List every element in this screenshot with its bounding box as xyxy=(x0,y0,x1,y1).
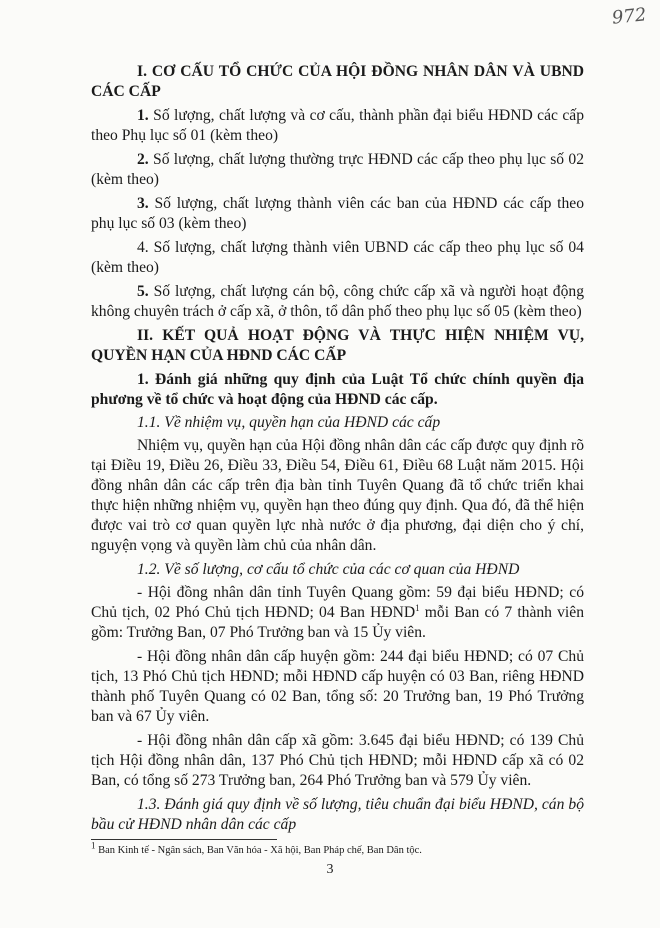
handwritten-page-note: 972 xyxy=(610,4,648,29)
provincial-council-paragraph xyxy=(91,583,584,643)
document-body xyxy=(91,62,584,838)
district-council-paragraph: - Hội đồng nhân dân cấp huyện gồm: 244 đại biểu HĐND; có 07 Chủ tịch, 13 Phó Chủ tịch HĐND; mỗi HĐND cấp huyện có 03 Ban, riêng HĐND thành phố Tuyên Quang có 02 Ban, tổng số: 20 Trưởng ban, 19 Phó Trưởng ban và 67 Ủy viên. xyxy=(91,648,584,725)
item-number: 2. xyxy=(137,151,149,168)
item-number: 3. xyxy=(137,195,149,212)
section-1-item-5 xyxy=(91,282,584,322)
footnote-mark: 1 xyxy=(91,840,96,851)
paragraph-text: - Hội đồng nhân dân tỉnh Tuyên Quang gồm: 59 đại biểu HĐND; có Chủ tịch, 02 Phó Chủ tịch HĐND; 04 Ban HĐND xyxy=(91,584,584,621)
footnote-text: Ban Kinh tế - Ngân sách, Ban Văn hóa - Xã hội, Ban Pháp chế, Ban Dân tộc. xyxy=(95,845,422,856)
subsection-1-3-title: 1.3. Đánh giá quy định về số lượng, tiêu chuẩn đại biểu HĐND, cán bộ bầu cử HĐND nhân dân các cấp xyxy=(91,796,584,833)
section-1-item-3 xyxy=(91,194,584,234)
page-number: 3 xyxy=(326,862,334,877)
item-number: 1. xyxy=(137,107,149,124)
item-text: Số lượng, chất lượng thành viên các ban của HĐND các cấp theo phụ lục số 03 (kèm theo) xyxy=(91,195,585,232)
section-1-item-4 xyxy=(91,238,584,278)
subsection-1-1-title: 1.1. Về nhiệm vụ, quyền hạn của HĐND các cấp xyxy=(137,414,441,431)
item-text: Số lượng, chất lượng cán bộ, công chức cấp xã và người hoạt động không chuyên trách ở cấp xã, ở thôn, tổ dân phố theo phụ lục số 05 (kèm theo) xyxy=(91,283,584,320)
item-number: 4. xyxy=(137,239,149,256)
item-text: Số lượng, chất lượng và cơ cấu, thành phần đại biểu HĐND các cấp theo Phụ lục số 01 (kèm theo) xyxy=(91,107,584,144)
item-number: 5. xyxy=(137,283,149,300)
footnote xyxy=(91,840,584,857)
commune-council-paragraph: - Hội đồng nhân dân cấp xã gồm: 3.645 đại biểu HĐND; có 139 Chủ tịch Hội đồng nhân dân, 137 Phó Chủ tịch HĐND; mỗi HĐND cấp xã có 02 Ban, có tổng số 273 Trưởng ban, 264 Phó Trưởng ban và 579 Ủy viên. xyxy=(91,732,584,789)
subsection-1-heading: 1. Đánh giá những quy định của Luật Tổ chức chính quyền địa phương về tổ chức và hoạt động của HĐND các cấp. xyxy=(91,371,584,408)
footnote-divider xyxy=(91,839,277,840)
section-2-heading: II. KẾT QUẢ HOẠT ĐỘNG VÀ THỰC HIỆN NHIỆM VỤ, QUYỀN HẠN CỦA HĐND CÁC CẤP xyxy=(91,327,584,364)
subsection-1-1-text: Nhiệm vụ, quyền hạn của Hội đồng nhân dân các cấp được quy định rõ tại Điều 19, Điều 26, Điều 33, Điều 54, Điều 61, Điều 68 Luật năm 2015. Hội đồng nhân dân các cấp trên địa bàn tỉnh Tuyên Quang đã tổ chức triển khai thực hiện những nhiệm vụ, quyền hạn theo đúng quy định. Qua đó, đã thể hiện được vai trò cơ quan quyền lực nhà nước ở địa phương, đại diện cho ý chí, nguyện vọng và quyền làm chủ của nhân dân. xyxy=(91,437,584,554)
paragraph-text: mỗi Ban có 7 thành viên gồm: Trưởng Ban, 07 Phó Trưởng ban và 15 Ủy viên. xyxy=(91,604,584,641)
footnote-reference[interactable]: 1 xyxy=(415,602,420,613)
section-1-item-2 xyxy=(91,150,584,190)
item-text: Số lượng, chất lượng thành viên UBND các cấp theo phụ lục số 04 (kèm theo) xyxy=(91,239,584,276)
section-1-heading: I. CƠ CẤU TỔ CHỨC CỦA HỘI ĐỒNG NHÂN DÂN VÀ UBND CÁC CẤP xyxy=(91,63,584,100)
section-1-item-1 xyxy=(91,106,584,146)
subsection-1-2-title: 1.2. Về số lượng, cơ cấu tổ chức của các cơ quan của HĐND xyxy=(137,561,520,578)
item-text: Số lượng, chất lượng thường trực HĐND các cấp theo phụ lục số 02 (kèm theo) xyxy=(91,151,584,188)
